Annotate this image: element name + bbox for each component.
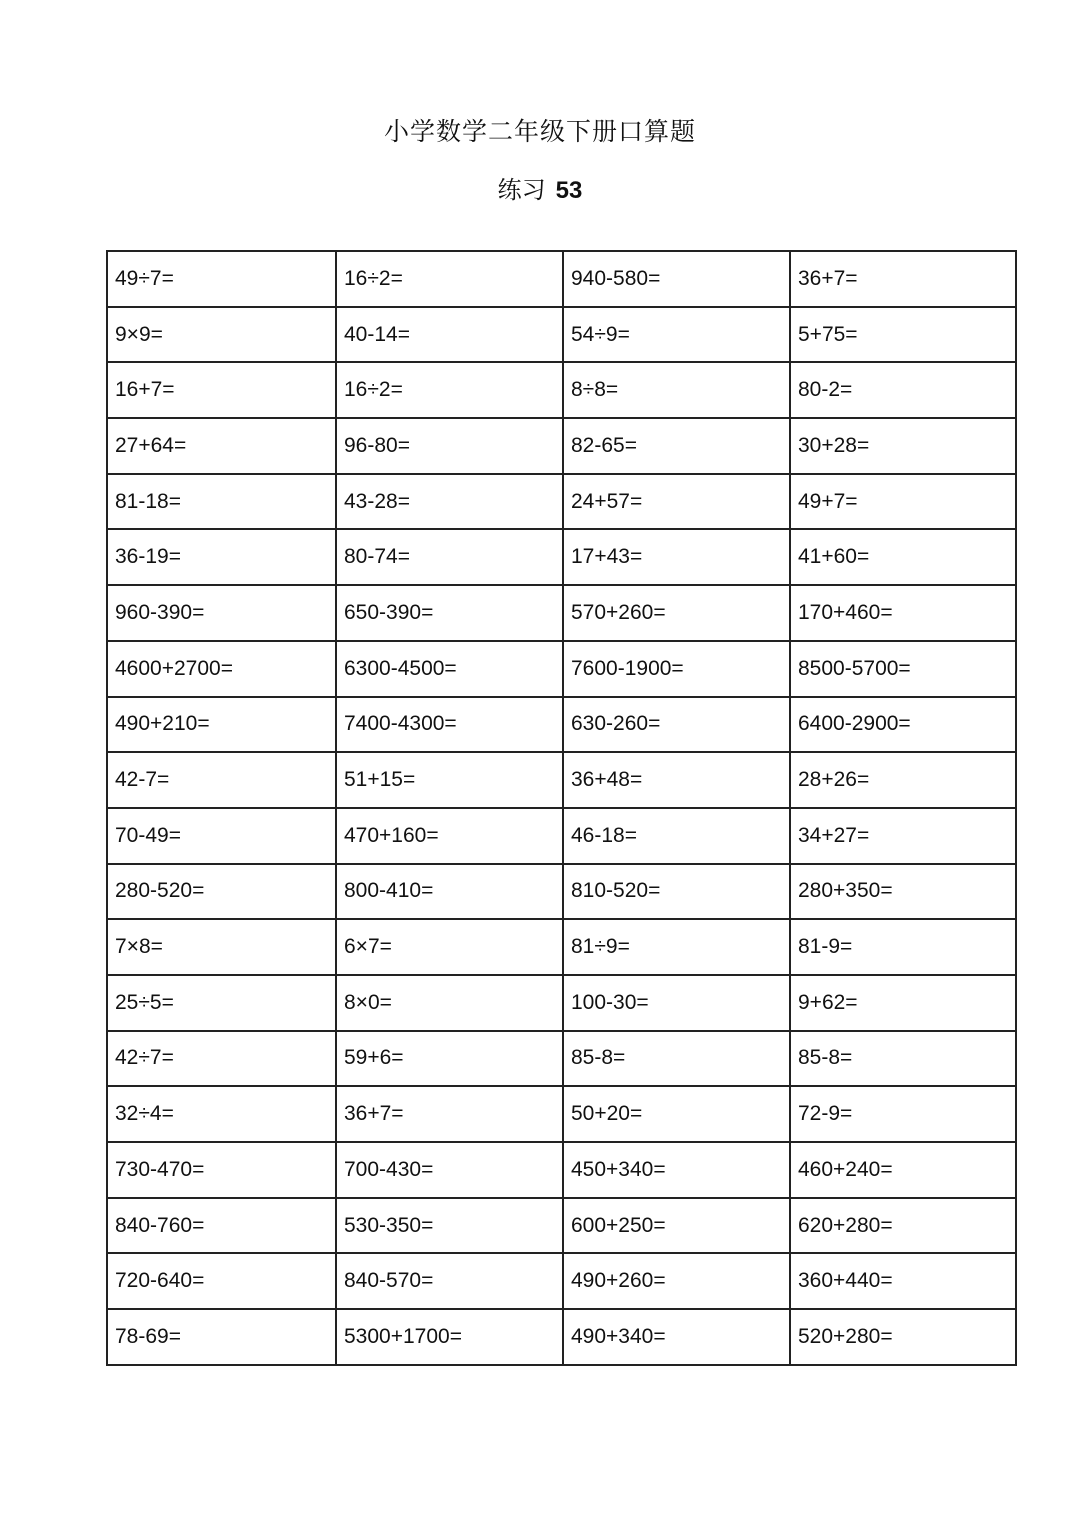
problem-cell: 27+64= <box>107 418 336 474</box>
table-row <box>107 752 1016 808</box>
problem-cell: 490+210= <box>107 697 336 753</box>
problem-cell: 59+6= <box>336 1031 563 1087</box>
table-row <box>107 1031 1016 1087</box>
problem-cell: 650-390= <box>336 585 563 641</box>
problem-cell: 85-8= <box>563 1031 790 1087</box>
table-row <box>107 1198 1016 1254</box>
table-row <box>107 1309 1016 1365</box>
problem-cell: 460+240= <box>790 1142 1016 1198</box>
problem-cell: 530-350= <box>336 1198 563 1254</box>
problem-cell: 840-760= <box>107 1198 336 1254</box>
problem-cell: 6×7= <box>336 919 563 975</box>
problem-cell: 940-580= <box>563 251 790 307</box>
table-row <box>107 1086 1016 1142</box>
problem-cell: 43-28= <box>336 474 563 530</box>
table-row <box>107 1253 1016 1309</box>
problem-cell: 600+250= <box>563 1198 790 1254</box>
table-row <box>107 808 1016 864</box>
problem-cell: 720-640= <box>107 1253 336 1309</box>
problem-cell: 520+280= <box>790 1309 1016 1365</box>
problem-cell: 30+28= <box>790 418 1016 474</box>
table-row <box>107 919 1016 975</box>
problem-table <box>106 250 1017 1366</box>
problem-cell: 70-49= <box>107 808 336 864</box>
problem-cell: 46-18= <box>563 808 790 864</box>
problem-cell: 28+26= <box>790 752 1016 808</box>
problem-cell: 800-410= <box>336 864 563 920</box>
problem-cell: 7×8= <box>107 919 336 975</box>
problem-cell: 36+7= <box>790 251 1016 307</box>
problem-cell: 840-570= <box>336 1253 563 1309</box>
problem-cell: 32÷4= <box>107 1086 336 1142</box>
problem-cell: 8500-5700= <box>790 641 1016 697</box>
problem-cell: 7600-1900= <box>563 641 790 697</box>
table-row <box>107 474 1016 530</box>
problem-cell: 17+43= <box>563 529 790 585</box>
problem-cell: 36+7= <box>336 1086 563 1142</box>
table-row <box>107 697 1016 753</box>
page-title: 小学数学二年级下册口算题 <box>383 117 696 146</box>
problem-cell: 9+62= <box>790 975 1016 1031</box>
table-row <box>107 641 1016 697</box>
problem-cell: 85-8= <box>790 1031 1016 1087</box>
problem-cell: 570+260= <box>563 585 790 641</box>
problem-cell: 72-9= <box>790 1086 1016 1142</box>
problem-cell: 82-65= <box>563 418 790 474</box>
problem-cell: 630-260= <box>563 697 790 753</box>
problem-cell: 6400-2900= <box>790 697 1016 753</box>
exercise-number: 53 <box>555 177 583 204</box>
problem-cell: 78-69= <box>107 1309 336 1365</box>
problem-cell: 81÷9= <box>563 919 790 975</box>
problem-cell: 8×0= <box>336 975 563 1031</box>
table-row <box>107 418 1016 474</box>
problem-cell: 49+7= <box>790 474 1016 530</box>
table-row <box>107 864 1016 920</box>
problem-cell: 42-7= <box>107 752 336 808</box>
problem-cell: 700-430= <box>336 1142 563 1198</box>
table-row <box>107 529 1016 585</box>
problem-cell: 49÷7= <box>107 251 336 307</box>
problem-cell: 490+340= <box>563 1309 790 1365</box>
problem-cell: 80-74= <box>336 529 563 585</box>
exercise-heading <box>0 170 1080 205</box>
problem-cell: 36+48= <box>563 752 790 808</box>
problem-cell: 25÷5= <box>107 975 336 1031</box>
problem-cell: 16÷2= <box>336 251 563 307</box>
problem-cell: 16+7= <box>107 362 336 418</box>
table-row <box>107 1142 1016 1198</box>
table-row <box>107 251 1016 307</box>
problem-cell: 7400-4300= <box>336 697 563 753</box>
table-row <box>107 585 1016 641</box>
problem-cell: 810-520= <box>563 864 790 920</box>
problem-cell: 620+280= <box>790 1198 1016 1254</box>
problem-cell: 80-2= <box>790 362 1016 418</box>
table-row <box>107 307 1016 363</box>
problem-cell: 490+260= <box>563 1253 790 1309</box>
problem-cell: 100-30= <box>563 975 790 1031</box>
problem-cell: 24+57= <box>563 474 790 530</box>
table-row <box>107 362 1016 418</box>
problem-cell: 96-80= <box>336 418 563 474</box>
problem-cell: 8÷8= <box>563 362 790 418</box>
problem-table-body <box>107 251 1016 1365</box>
problem-cell: 450+340= <box>563 1142 790 1198</box>
problem-cell: 50+20= <box>563 1086 790 1142</box>
problem-cell: 360+440= <box>790 1253 1016 1309</box>
problem-cell: 54÷9= <box>563 307 790 363</box>
problem-cell: 41+60= <box>790 529 1016 585</box>
problem-cell: 170+460= <box>790 585 1016 641</box>
problem-cell: 5+75= <box>790 307 1016 363</box>
problem-cell: 42÷7= <box>107 1031 336 1087</box>
problem-cell: 51+15= <box>336 752 563 808</box>
problem-cell: 81-18= <box>107 474 336 530</box>
problem-cell: 280-520= <box>107 864 336 920</box>
problem-cell: 81-9= <box>790 919 1016 975</box>
problem-cell: 9×9= <box>107 307 336 363</box>
problem-cell: 16÷2= <box>336 362 563 418</box>
problem-cell: 6300-4500= <box>336 641 563 697</box>
problem-cell: 4600+2700= <box>107 641 336 697</box>
problem-cell: 280+350= <box>790 864 1016 920</box>
problem-cell: 34+27= <box>790 808 1016 864</box>
problem-cell: 730-470= <box>107 1142 336 1198</box>
problem-cell: 36-19= <box>107 529 336 585</box>
exercise-label: 练习 <box>497 176 546 204</box>
problem-cell: 470+160= <box>336 808 563 864</box>
problem-cell: 5300+1700= <box>336 1309 563 1365</box>
table-row <box>107 975 1016 1031</box>
problem-cell: 960-390= <box>107 585 336 641</box>
problem-cell: 40-14= <box>336 307 563 363</box>
